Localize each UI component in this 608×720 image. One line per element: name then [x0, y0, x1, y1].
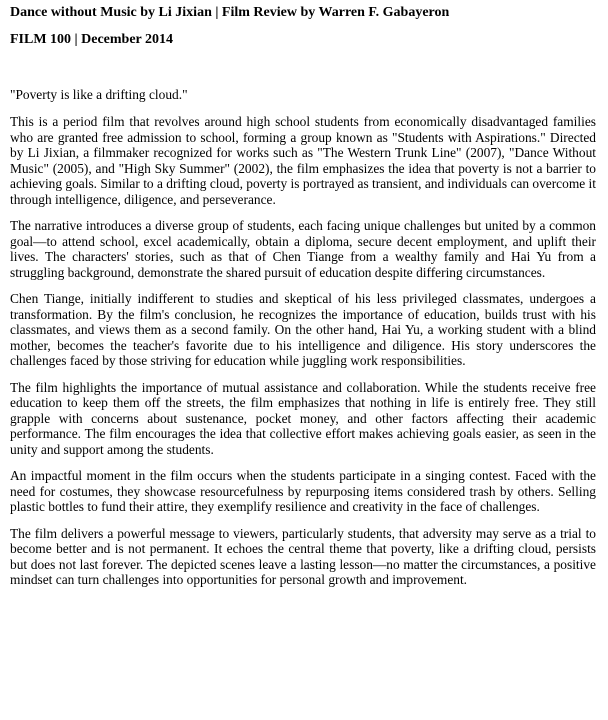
paragraph-singing-contest: An impactful moment in the film occurs when the students participate in a singing contest. Faced with the need for costumes, they showcase resourcefulness by repurposing items considered trash by others. Selling plastic bottles to fund their attire, they exemplify resilience and creativity in the face of challenges. — [10, 468, 596, 514]
paragraph-conclusion: The film delivers a powerful message to viewers, particularly students, that adversity may serve as a trial to become better and is not permanent. It echoes the central theme that poverty, like a drifting cloud, persists but does not last forever. The depicted scenes leave a lasting lesson—no matter the circumstances, a positive mindset can turn challenges into opportunities for personal growth and improvement. — [10, 525, 596, 587]
opening-quote: "Poverty is like a drifting cloud." — [10, 87, 188, 102]
course-date-line: FILM 100 | December 2014 — [10, 32, 174, 47]
paragraph-intro: This is a period film that revolves around high school students from economically disadvantaged families who are granted free admission to school, forming a group known as "Students with Aspirations." Directed by Li Jixian, a filmmaker recognized for works such as "The Western Trunk Line" (2007), "Dance Without Music" (2005), and "High Sky Summer" (2002), the film emphasizes the idea that poverty is not a barrier to achieving goals. Similar to a drifting cloud, poverty is portrayed as transient, and individuals can overcome it through intelligence, diligence, and perseverance. — [10, 114, 596, 207]
review-title: Dance without Music by Li Jixian | Film Review by Warren F. Gabayeron — [10, 5, 450, 20]
paragraph-collaboration: The film highlights the importance of mutual assistance and collaboration. While the students receive free education to keep them off the streets, the film emphasizes that nothing in life is entirely free. They still grapple with concerns about sustenance, pocket money, and other factors affecting their academic performance. The film encourages the idea that collective effort makes achieving goals easier, as seen in the unity and support among the students. — [10, 379, 596, 457]
paragraph-narrative: The narrative introduces a diverse group of students, each facing unique challenges but united by a common goal—to attend school, excel academically, obtain a diploma, secure decent employment, and uplift their lives. The characters' stories, such as that of Chen Tiange from a wealthy family and Hai Yu from a struggling background, demonstrate the shared pursuit of education despite differing circumstances. — [10, 218, 596, 280]
paragraph-characters: Chen Tiange, initially indifferent to studies and skeptical of his less privileged classmates, undergoes a transformation. By the film's conclusion, he recognizes the importance of education, builds trust with his classmates, and views them as a second family. On the other hand, Hai Yu, a working student with a blind mother, becomes the teacher's favorite due to his intelligence and diligence. His story underscores the challenges faced by those striving for education while juggling work responsibilities. — [10, 291, 596, 368]
